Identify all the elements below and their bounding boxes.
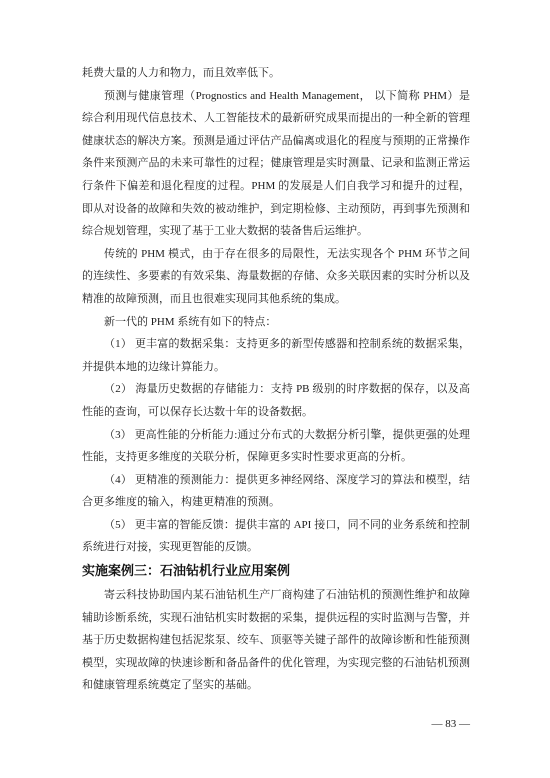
page-body xyxy=(82,62,470,697)
continuation-paragraph: 耗费大量的人力和物力，而且效率低下。 xyxy=(82,67,280,79)
section-heading: 实施案例三：石油钻机行业应用案例 xyxy=(82,564,291,580)
feature-item: （1） 更丰富的数据采集：支持更多的新型传感器和控制系统的数据采集，并提供本地的边缘计算能力。 xyxy=(82,338,470,373)
feature-item: （2） 海量历史数据的存储能力：支持 PB 级别的时序数据的保存，以及高性能的查询，可以保存长达数十年的设备数据。 xyxy=(82,383,470,418)
traditional-phm-paragraph: 传统的 PHM 模式，由于存在很多的局限性，无法实现各个 PHM 环节之间的连续性、多要素的有效采集、海量数据的存储、众多关联因素的实时分析以及精准的故障预测，而且也很难实现同其他系统的集成。 xyxy=(82,247,470,305)
page-number: — 83 — xyxy=(431,718,470,730)
feature-item: （5） 更丰富的智能反馈：提供丰富的 API 接口，同不同的业务系统和控制系统进行对接，实现更智能的反馈。 xyxy=(82,518,470,554)
new-gen-intro-paragraph: 新一代的 PHM 系统有如下的特点： xyxy=(104,315,277,328)
phm-intro-paragraph: 预测与健康管理（Prognostics and Health Management， 以下简称 PHM）是综合利用现代信息技术、人工智能技术的最新研究成果而提出的一种全新的管理健康状态的解决方案。预测是通过评估产品偏离或退化的程度与预期的正常操作条件来预测产品的未来可靠性的过程；健康管理是实时测量、记录和监测正常运行条件下偏差和退化程度的过程。PHM 的发展是人们自我学习和提升的过程，即从对设备的故障和失效的被动维护，到定期检修、主动预防，再到事先预测和综合规划管理，实现了基于工业大数据的装备售后运维护。 xyxy=(82,89,470,238)
feature-item: （4） 更精准的预测能力：提供更多神经网络、深度学习的算法和模型，结合更多维度的输入，构建更精准的预测。 xyxy=(82,473,470,509)
case-study-paragraph: 寄云科技协助国内某石油钻机生产厂商构建了石油钻机的预测性维护和故障辅助诊断系统，实现石油钻机实时数据的采集，提供远程的实时监测与告警，并基于历史数据构建包括泥浆泵、绞车、顶驱等关键子部件的故障诊断和性能预测模型，实现故障的快速诊断和备品备件的优化管理，为实现完整的石油钻机预测和健康管理系统奠定了坚实的基础。 xyxy=(82,589,470,692)
feature-item: （3） 更高性能的分析能力:通过分布式的大数据分析引擎，提供更强的处理性能，支持更多维度的关联分析，保障更多实时性要求更高的分析。 xyxy=(82,428,470,464)
